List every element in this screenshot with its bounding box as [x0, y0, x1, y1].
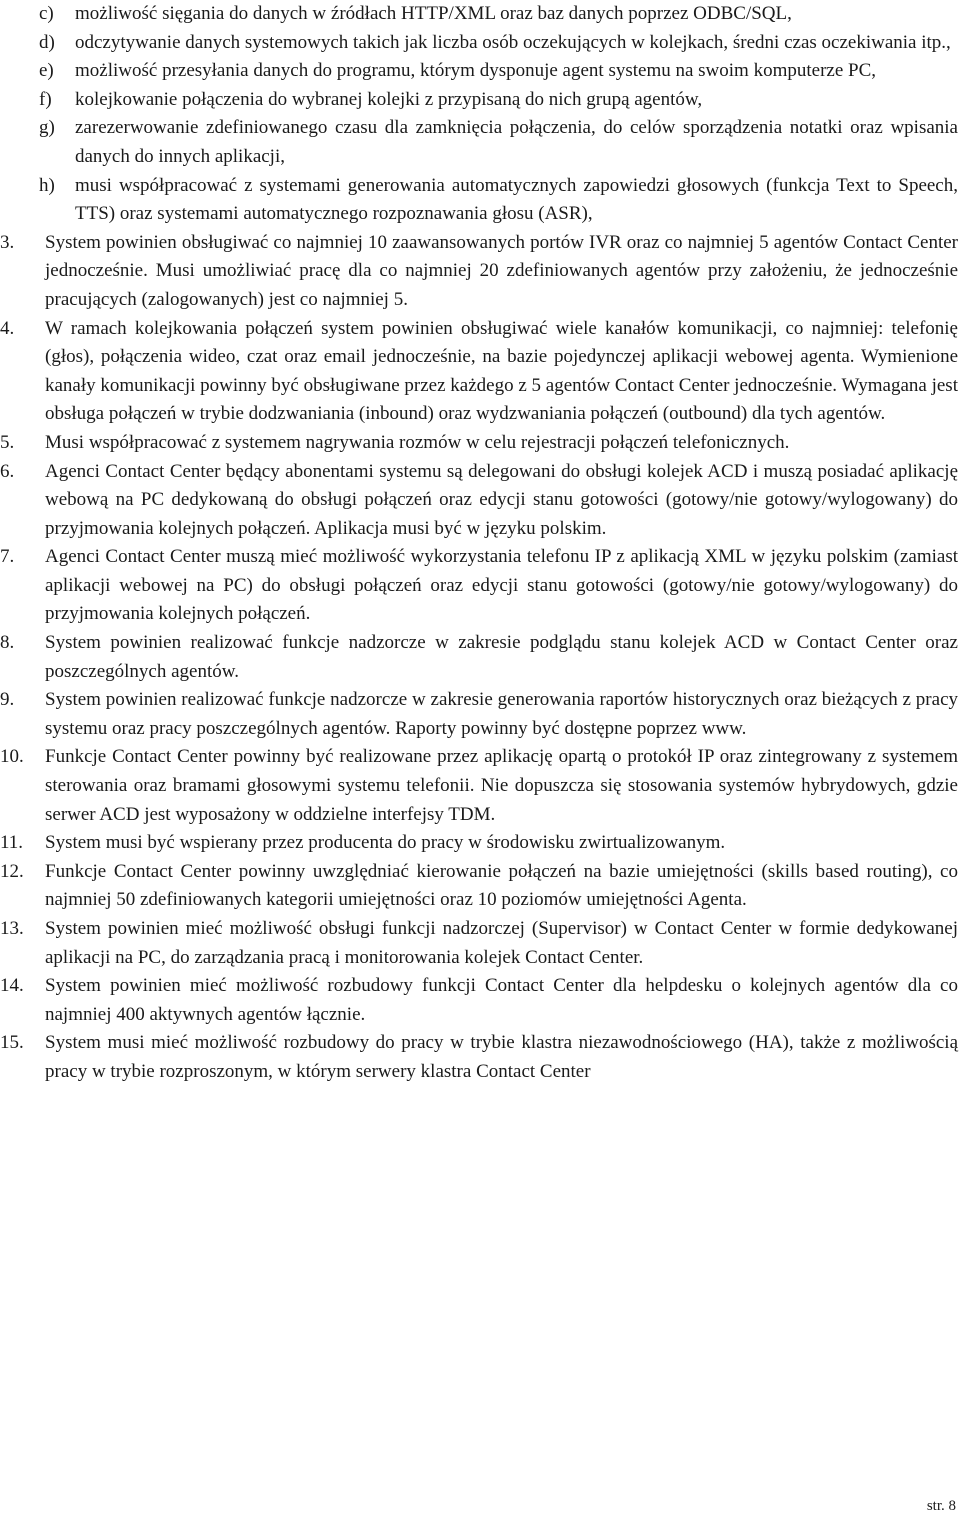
item-text: Agenci Contact Center muszą mieć możliwość wykorzystania telefonu IP z aplikacją XML w języku polskim (zamiast aplikacji webowej na PC) do obsługi połączeń oraz edycji stanu gotowości (gotowy/nie gotowy/wylogowany) do przyjmowania kolejnych połączeń.	[45, 546, 958, 625]
item-number: 8.	[0, 632, 15, 654]
item-text: Funkcje Contact Center powinny uwzględniać kierowanie połączeń na bazie umiejętności (skills based routing), co najmniej 50 zdefiniowanych kategorii umiejętności oraz 10 poziomów umiejętności Agenta.	[45, 860, 958, 911]
item-text: Agenci Contact Center będący abonentami systemu są delegowani do obsługi kolejek ACD i muszą posiadać aplikację webową na PC dedykowaną do obsługi połączeń oraz edycji stanu gotowości (gotowy/nie gotowy/wylogowany) do przyjmowania kolejnych połączeń. Aplikacja musi być w języku polskim.	[45, 460, 958, 539]
item-label: h)	[39, 174, 55, 196]
item-text: możliwość przesyłania danych do programu, którym dysponuje agent systemu na swoim komputerze PC,	[75, 60, 877, 82]
item-text: W ramach kolejkowania połączeń system powinien obsługiwać wiele kanałów komunikacji, co najmniej: telefonię (głos), połączenia wideo, czat oraz email jednocześnie, na bazie pojedynczej aplikacji webowej agenta. Wymienione kanały komunikacji powinny być obsługiwane przez każdego z 5 agentów Contact Center jednocześnie. Wymagana jest obsługa połączeń w trybie dodzwaniania (inbound) oraz wydzwaniania połączeń (outbound) dla tych agentów.	[45, 317, 958, 425]
item-number: 11.	[0, 832, 24, 854]
list-item	[0, 172, 958, 229]
item-number: 6.	[0, 460, 15, 482]
item-number: 7.	[0, 546, 15, 568]
item-label: f)	[39, 88, 52, 110]
page-number: str. 8	[926, 1498, 956, 1514]
list-item	[0, 915, 958, 972]
lettered-list	[0, 0, 958, 229]
list-item	[0, 829, 958, 858]
item-text: System musi być wspierany przez producenta do pracy w środowisku zwirtualizowanym.	[45, 832, 726, 854]
item-text: zarezerwowanie zdefiniowanego czasu dla zamknięcia połączenia, do celów sporządzenia notatki oraz wpisania danych do innych aplikacji,	[75, 117, 958, 167]
list-item	[0, 29, 958, 58]
item-number: 14.	[0, 975, 24, 997]
item-text: musi współpracować z systemami generowania automatycznych zapowiedzi głosowych (funkcja Text to Speech, TTS) oraz systemami automatycznego rozpoznawania głosu (ASR),	[75, 174, 958, 225]
item-label: e)	[39, 60, 54, 82]
item-label: g)	[39, 117, 55, 139]
item-label: d)	[39, 31, 55, 53]
list-item	[0, 1029, 958, 1086]
item-text: możliwość sięgania do danych w źródłach HTTP/XML oraz baz danych poprzez ODBC/SQL,	[75, 3, 792, 24]
list-item	[0, 743, 958, 829]
list-item	[0, 229, 958, 315]
item-text: Musi współpracować z systemem nagrywania rozmów w celu rejestracji połączeń telefonicznych.	[45, 431, 790, 453]
item-text: odczytywanie danych systemowych takich jak liczba osób oczekujących w kolejkach, średni czas oczekiwania itp.,	[75, 31, 951, 53]
item-number: 10.	[0, 746, 24, 768]
item-text: Funkcje Contact Center powinny być realizowane przez aplikację opartą o protokół IP oraz zintegrowany z systemem sterowania oraz bramami głosowymi systemu telefonii. Nie dopuszcza się stosowania systemów hybrydowych, gdzie serwer ACD jest wyposażony w oddzielne interfejsy TDM.	[45, 746, 958, 825]
item-text: System powinien obsługiwać co najmniej 10 zaawansowanych portów IVR oraz co najmniej 5 agentów Contact Center jednocześnie. Musi umożliwiać pracę dla co najmniej 20 zdefiniowanych agentów przy założeniu, że jednocześnie pracujących (zalogowanych) jest co najmniej 5.	[45, 231, 958, 310]
list-item	[0, 543, 958, 629]
item-number: 13.	[0, 918, 24, 939]
item-text: kolejkowanie połączenia do wybranej kolejki z przypisaną do nich grupą agentów,	[75, 88, 703, 110]
list-item	[0, 972, 958, 1029]
list-item	[0, 0, 958, 29]
item-label: c)	[39, 3, 54, 24]
list-item	[0, 858, 958, 915]
item-text: System powinien mieć możliwość rozbudowy funkcji Contact Center dla helpdesku o kolejnych agentów dla co najmniej 400 aktywnych agentów łącznie.	[45, 975, 958, 1025]
item-number: 15.	[0, 1032, 24, 1054]
item-number: 5.	[0, 431, 15, 453]
list-item	[0, 114, 958, 171]
list-item	[0, 686, 958, 743]
list-item	[0, 629, 958, 686]
item-text: System powinien mieć możliwość obsługi funkcji nadzorczej (Supervisor) w Contact Center w formie dedykowanej aplikacji na PC, do zarządzania pracą i monitorowania kolejek Contact Center.	[45, 918, 958, 968]
list-item	[0, 57, 958, 86]
numbered-list	[0, 229, 958, 1087]
item-text: System powinien realizować funkcje nadzorcze w zakresie generowania raportów historycznych oraz bieżących z pracy systemu oraz pracy poszczególnych agentów. Raporty powinny być dostępne poprzez www.	[45, 689, 958, 739]
list-item	[0, 86, 958, 115]
list-item	[0, 429, 958, 458]
item-text: System musi mieć możliwość rozbudowy do pracy w trybie klastra niezawodnościowego (HA), także z możliwością pracy w trybie rozproszonym, w którym serwery klastra Contact Center	[45, 1032, 958, 1082]
list-item	[0, 458, 958, 544]
item-number: 12.	[0, 860, 24, 882]
item-number: 4.	[0, 317, 15, 339]
item-number: 9.	[0, 689, 15, 711]
list-item	[0, 315, 958, 429]
item-text: System powinien realizować funkcje nadzorcze w zakresie podglądu stanu kolejek ACD w Contact Center oraz poszczególnych agentów.	[45, 632, 958, 682]
item-number: 3.	[0, 231, 15, 253]
